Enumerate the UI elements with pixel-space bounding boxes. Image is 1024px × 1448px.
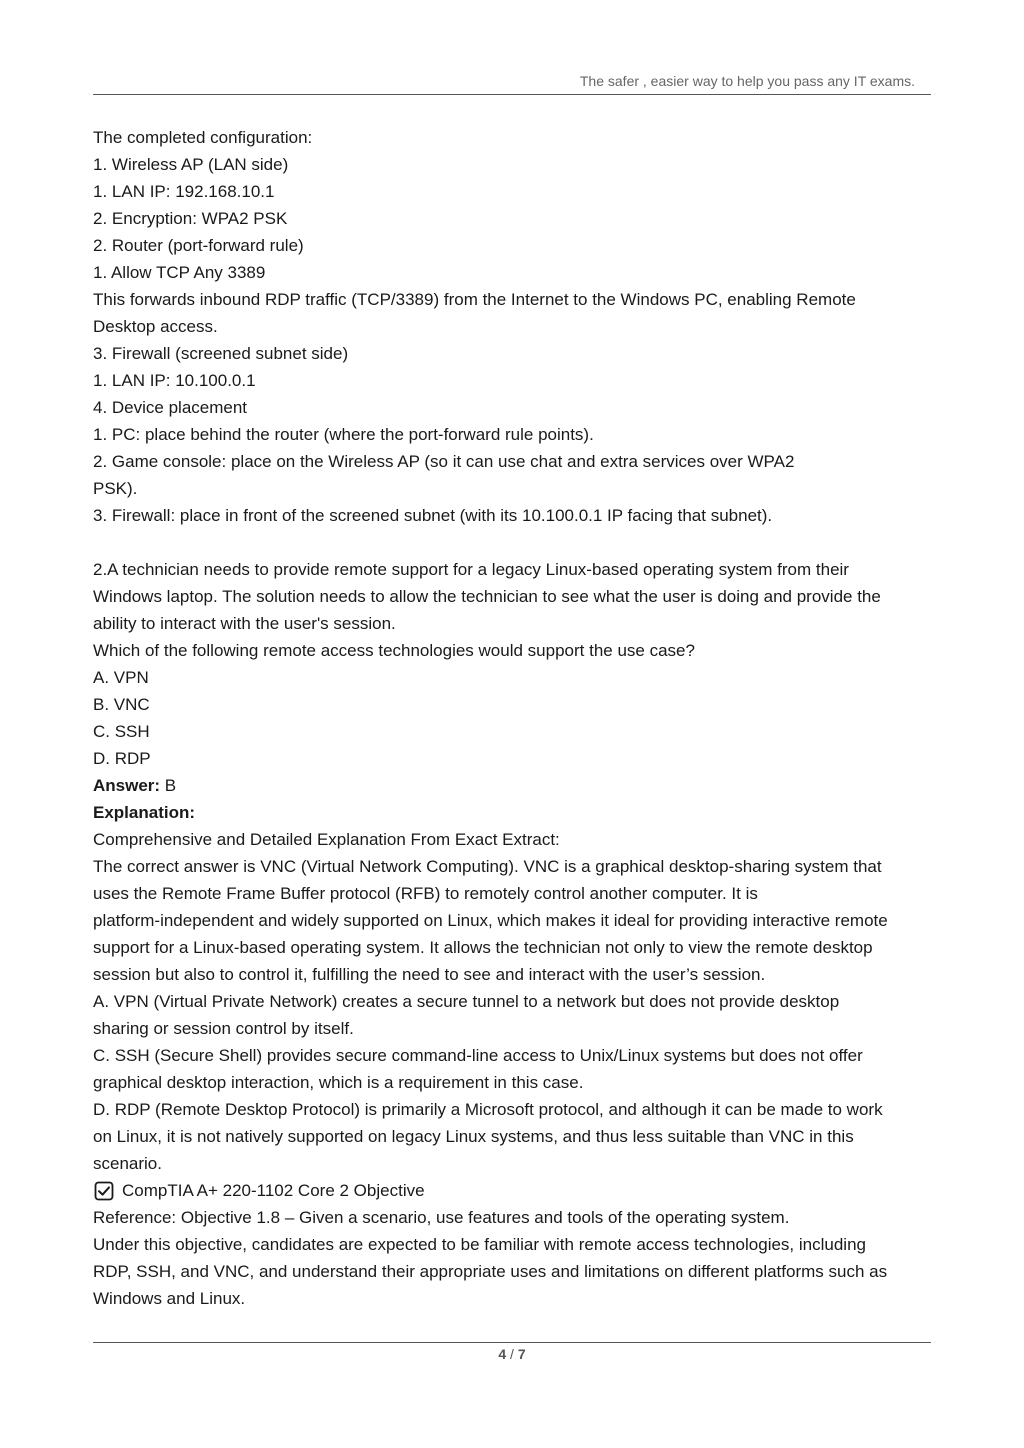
question-stem-line: ability to interact with the user's session. <box>93 614 396 633</box>
explanation-line: on Linux, it is not natively supported on legacy Linux systems, and thus less suitable than VNC in this <box>93 1127 854 1146</box>
objective-text: CompTIA A+ 220-1102 Core 2 Objective <box>122 1181 425 1200</box>
checkbox-checked-icon <box>94 1181 114 1201</box>
explanation-line: A. VPN (Virtual Private Network) creates a secure tunnel to a network but does not provide desktop <box>93 992 840 1011</box>
objective-line <box>93 1177 943 1204</box>
text-line: 4. Device placement <box>93 398 248 417</box>
answer-option: C. SSH <box>93 722 150 741</box>
answer-option: A. VPN <box>93 668 149 687</box>
current-page: 4 <box>498 1346 507 1362</box>
text-line: The completed configuration: <box>93 128 313 147</box>
explanation-line: platform-independent and widely supported on Linux, which makes it ideal for providing interactive remote <box>93 911 888 930</box>
answer-option: B. VNC <box>93 695 150 714</box>
answer-line <box>93 772 943 799</box>
footer-divider <box>93 1342 931 1343</box>
text-line: 2. Game console: place on the Wireless AP (so it can use chat and extra services over WPA2 <box>93 452 795 471</box>
question-block <box>93 556 943 1312</box>
text-line: 1. Allow TCP Any 3389 <box>93 263 266 282</box>
explanation-line: Comprehensive and Detailed Explanation From Exact Extract: <box>93 830 560 849</box>
text-line: 2. Encryption: WPA2 PSK <box>93 209 288 228</box>
explanation-line: scenario. <box>93 1154 162 1173</box>
text-line: This forwards inbound RDP traffic (TCP/3389) from the Internet to the Windows PC, enabling Remote <box>93 290 856 309</box>
text-line: 1. Wireless AP (LAN side) <box>93 155 289 174</box>
text-line: 1. LAN IP: 10.100.0.1 <box>93 371 256 390</box>
total-pages: 7 <box>517 1346 526 1362</box>
text-line: 3. Firewall: place in front of the screened subnet (with its 10.100.0.1 IP facing that subnet). <box>93 506 773 525</box>
question-stem-line: Windows laptop. The solution needs to allow the technician to see what the user is doing and provide the <box>93 587 881 606</box>
question-stem-line: Which of the following remote access technologies would support the use case? <box>93 641 695 660</box>
reference-line: Under this objective, candidates are expected to be familiar with remote access technologies, including <box>93 1235 866 1254</box>
page-separator: / <box>506 1346 518 1362</box>
answer-value: B <box>160 776 177 795</box>
configuration-summary <box>93 124 943 529</box>
header-tagline: The safer , easier way to help you pass any IT exams. <box>579 73 915 89</box>
explanation-line: graphical desktop interaction, which is a requirement in this case. <box>93 1073 584 1092</box>
explanation-line: D. RDP (Remote Desktop Protocol) is primarily a Microsoft protocol, and although it can be made to work <box>93 1100 883 1119</box>
reference-line: RDP, SSH, and VNC, and understand their appropriate uses and limitations on different platforms such as <box>93 1262 888 1281</box>
page-header <box>93 72 931 95</box>
explanation-line: sharing or session control by itself. <box>93 1019 354 1038</box>
question-stem-line: 2.A technician needs to provide remote support for a legacy Linux-based operating system from their <box>93 560 849 579</box>
reference-line: Windows and Linux. <box>93 1289 246 1308</box>
explanation-line: session but also to control it, fulfilling the need to see and interact with the user’s session. <box>93 965 766 984</box>
text-line: 3. Firewall (screened subnet side) <box>93 344 349 363</box>
explanation-line: The correct answer is VNC (Virtual Network Computing). VNC is a graphical desktop-sharing system that <box>93 857 882 876</box>
text-line: PSK). <box>93 479 138 498</box>
page-content <box>93 124 943 1312</box>
text-line: 1. LAN IP: 192.168.10.1 <box>93 182 275 201</box>
answer-label: Answer: <box>93 776 161 795</box>
page-number <box>93 1346 931 1362</box>
explanation-line: support for a Linux-based operating system. It allows the technician not only to view the remote desktop <box>93 938 873 957</box>
explanation-label: Explanation: <box>93 803 196 822</box>
text-line: 2. Router (port-forward rule) <box>93 236 304 255</box>
paragraph-gap <box>93 529 943 556</box>
text-line: Desktop access. <box>93 317 218 336</box>
answer-option: D. RDP <box>93 749 151 768</box>
reference-line: Reference: Objective 1.8 – Given a scenario, use features and tools of the operating system. <box>93 1208 790 1227</box>
text-line: 1. PC: place behind the router (where the port-forward rule points). <box>93 425 594 444</box>
explanation-line: uses the Remote Frame Buffer protocol (RFB) to remotely control another computer. It is <box>93 884 758 903</box>
explanation-line: C. SSH (Secure Shell) provides secure command-line access to Unix/Linux systems but does not offer <box>93 1046 863 1065</box>
